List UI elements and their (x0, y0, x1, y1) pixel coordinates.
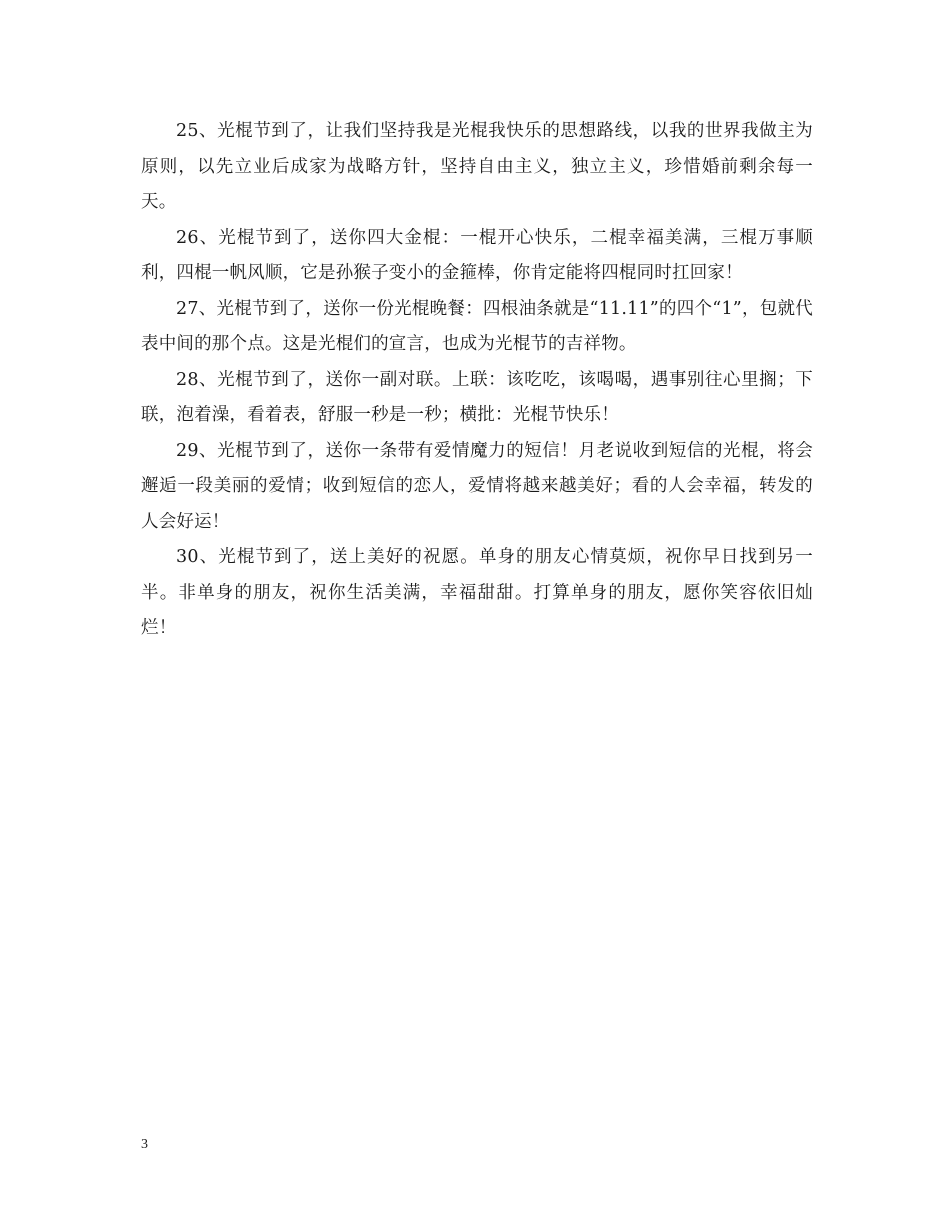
paragraph-26: 26、光棍节到了，送你四大金棍：一棍开心快乐，二棍幸福美满，三棍万事顺利，四棍一帆风顺，它是孙猴子变小的金箍棒，你肯定能将四棍同时扛回家！ (141, 227, 813, 283)
paragraph-27: 27、光棍节到了，送你一份光棍晚餐：四根油条就是“11.11”的四个“1”，包就代表中间的那个点。这是光棍们的宣言，也成为光棍节的吉祥物。 (141, 298, 813, 354)
page-number: 3 (141, 1137, 148, 1152)
paragraph-29: 29、光棍节到了，送你一条带有爱情魔力的短信！月老说收到短信的光棍，将会邂逅一段美丽的爱情；收到短信的恋人，爱情将越来越美好；看的人会幸福，转发的人会好运！ (141, 440, 813, 532)
paragraph-30: 30、光棍节到了，送上美好的祝愿。单身的朋友心情莫烦，祝你早日找到另一半。非单身的朋友，祝你生活美满，幸福甜甜。打算单身的朋友，愿你笑容依旧灿烂！ (141, 547, 813, 638)
paragraph-25: 25、光棍节到了，让我们坚持我是光棍我快乐的思想路线，以我的世界我做主为原则，以先立业后成家为战略方针，坚持自由主义，独立主义，珍惜婚前剩余每一天。 (141, 121, 813, 212)
paragraph-28: 28、光棍节到了，送你一副对联。上联：该吃吃，该喝喝，遇事别往心里搁；下联，泡着澡，看着表，舒服一秒是一秒；横批：光棍节快乐！ (141, 369, 813, 425)
document-body (141, 114, 813, 647)
